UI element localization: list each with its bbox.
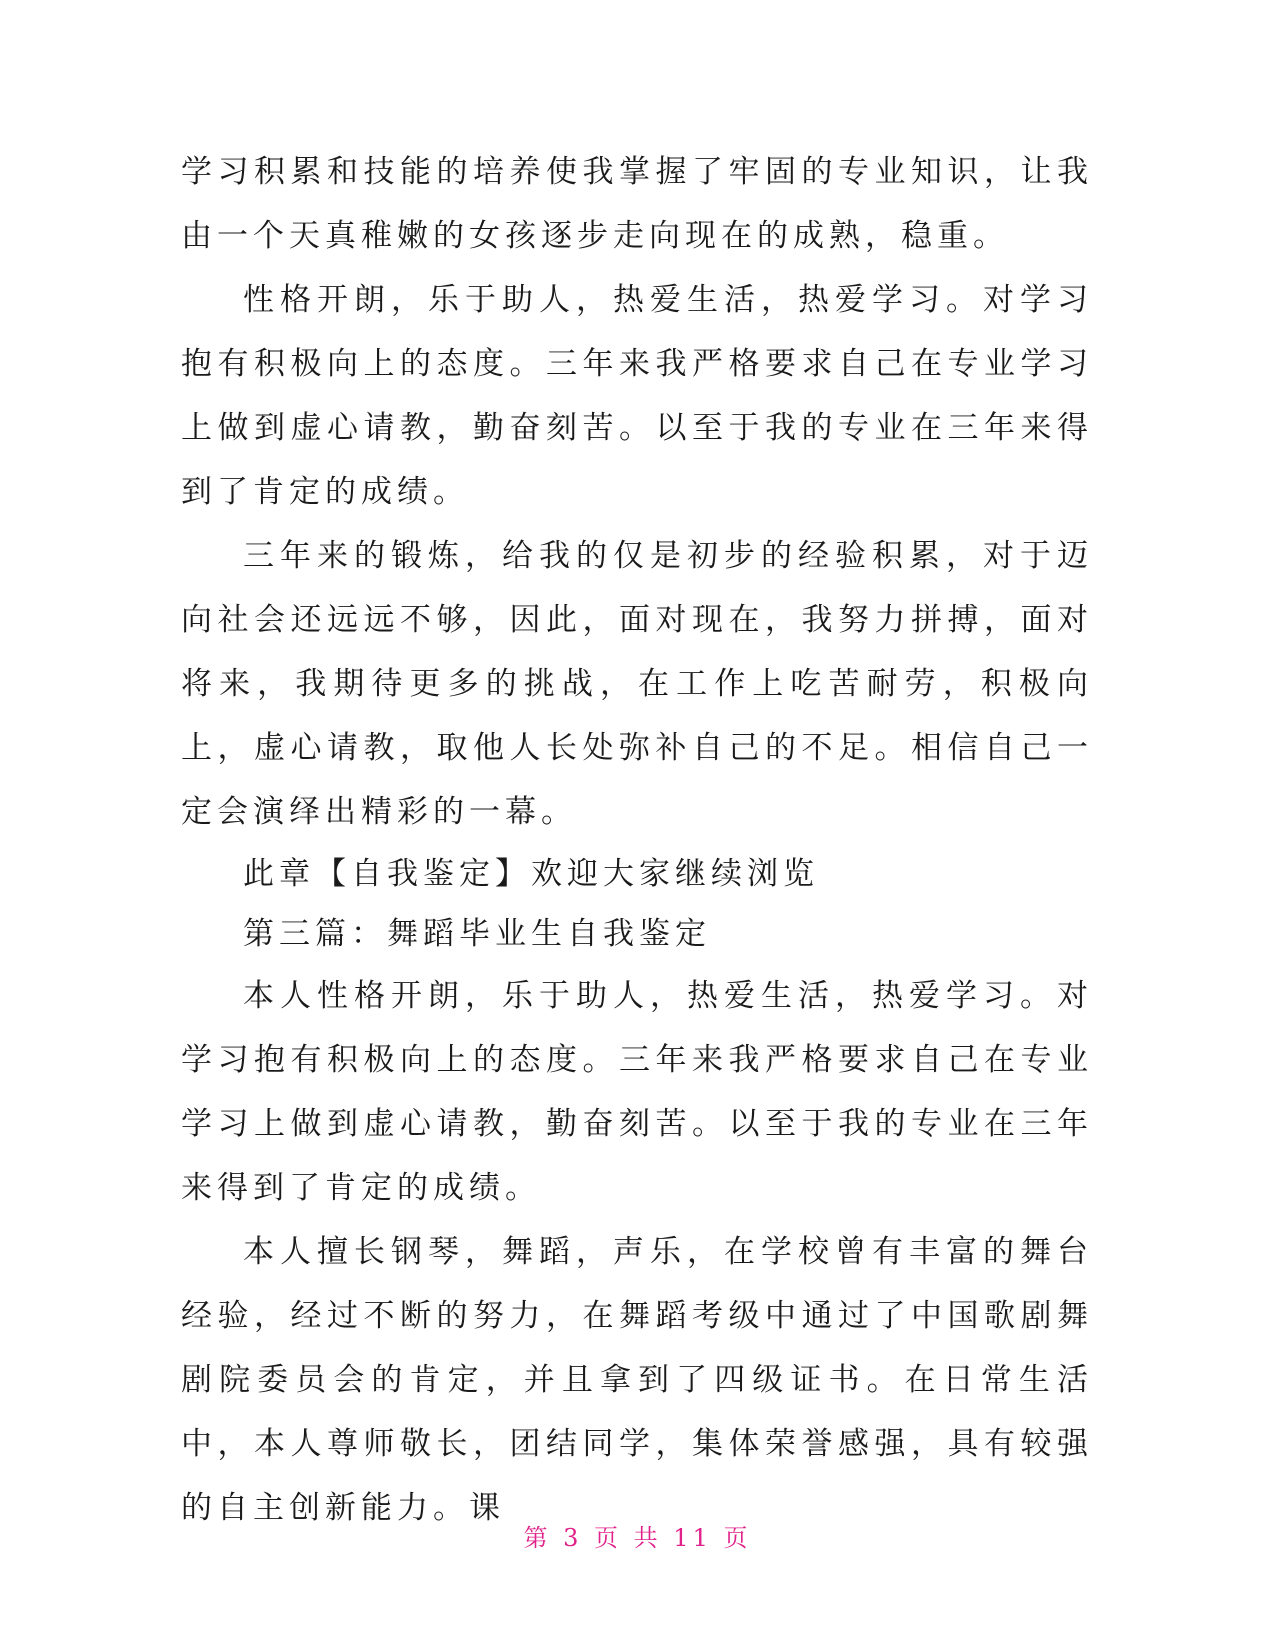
document-body (181, 140, 1093, 1540)
paragraph-1: 学习积累和技能的培养使我掌握了牢固的专业知识，让我由一个天真稚嫩的女孩逐步走向现在的成熟，稳重。 (181, 154, 1093, 254)
paragraph-7: 本人擅长钢琴，舞蹈，声乐，在学校曾有丰富的舞台经验，经过不断的努力，在舞蹈考级中通过了中国歌剧舞剧院委员会的肯定，并且拿到了四级证书。在日常生活中，本人尊师敬长，团结同学，集体荣誉感强，具有较强的自主创新能力。课 (181, 1234, 1093, 1526)
section-heading: 第三篇：舞蹈毕业生自我鉴定 (243, 916, 711, 952)
paragraph-2: 性格开朗，乐于助人，热爱生活，热爱学习。对学习抱有积极向上的态度。三年来我严格要求自己在专业学习上做到虚心请教，勤奋刻苦。以至于我的专业在三年来得到了肯定的成绩。 (181, 282, 1093, 510)
page-number-footer: 第 3 页 共 11 页 (523, 1524, 752, 1552)
paragraph-3: 三年来的锻炼，给我的仅是初步的经验积累，对于迈向社会还远远不够，因此，面对现在，我努力拼搏，面对将来，我期待更多的挑战，在工作上吃苦耐劳，积极向上，虚心请教，取他人长处弥补自己的不足。相信自己一定会演绎出精彩的一幕。 (181, 538, 1093, 830)
paragraph-4: 此章【自我鉴定】欢迎大家继续浏览 (243, 856, 819, 892)
paragraph-6: 本人性格开朗，乐于助人，热爱生活，热爱学习。对学习抱有积极向上的态度。三年来我严格要求自己在专业学习上做到虚心请教，勤奋刻苦。以至于我的专业在三年来得到了肯定的成绩。 (181, 978, 1093, 1206)
